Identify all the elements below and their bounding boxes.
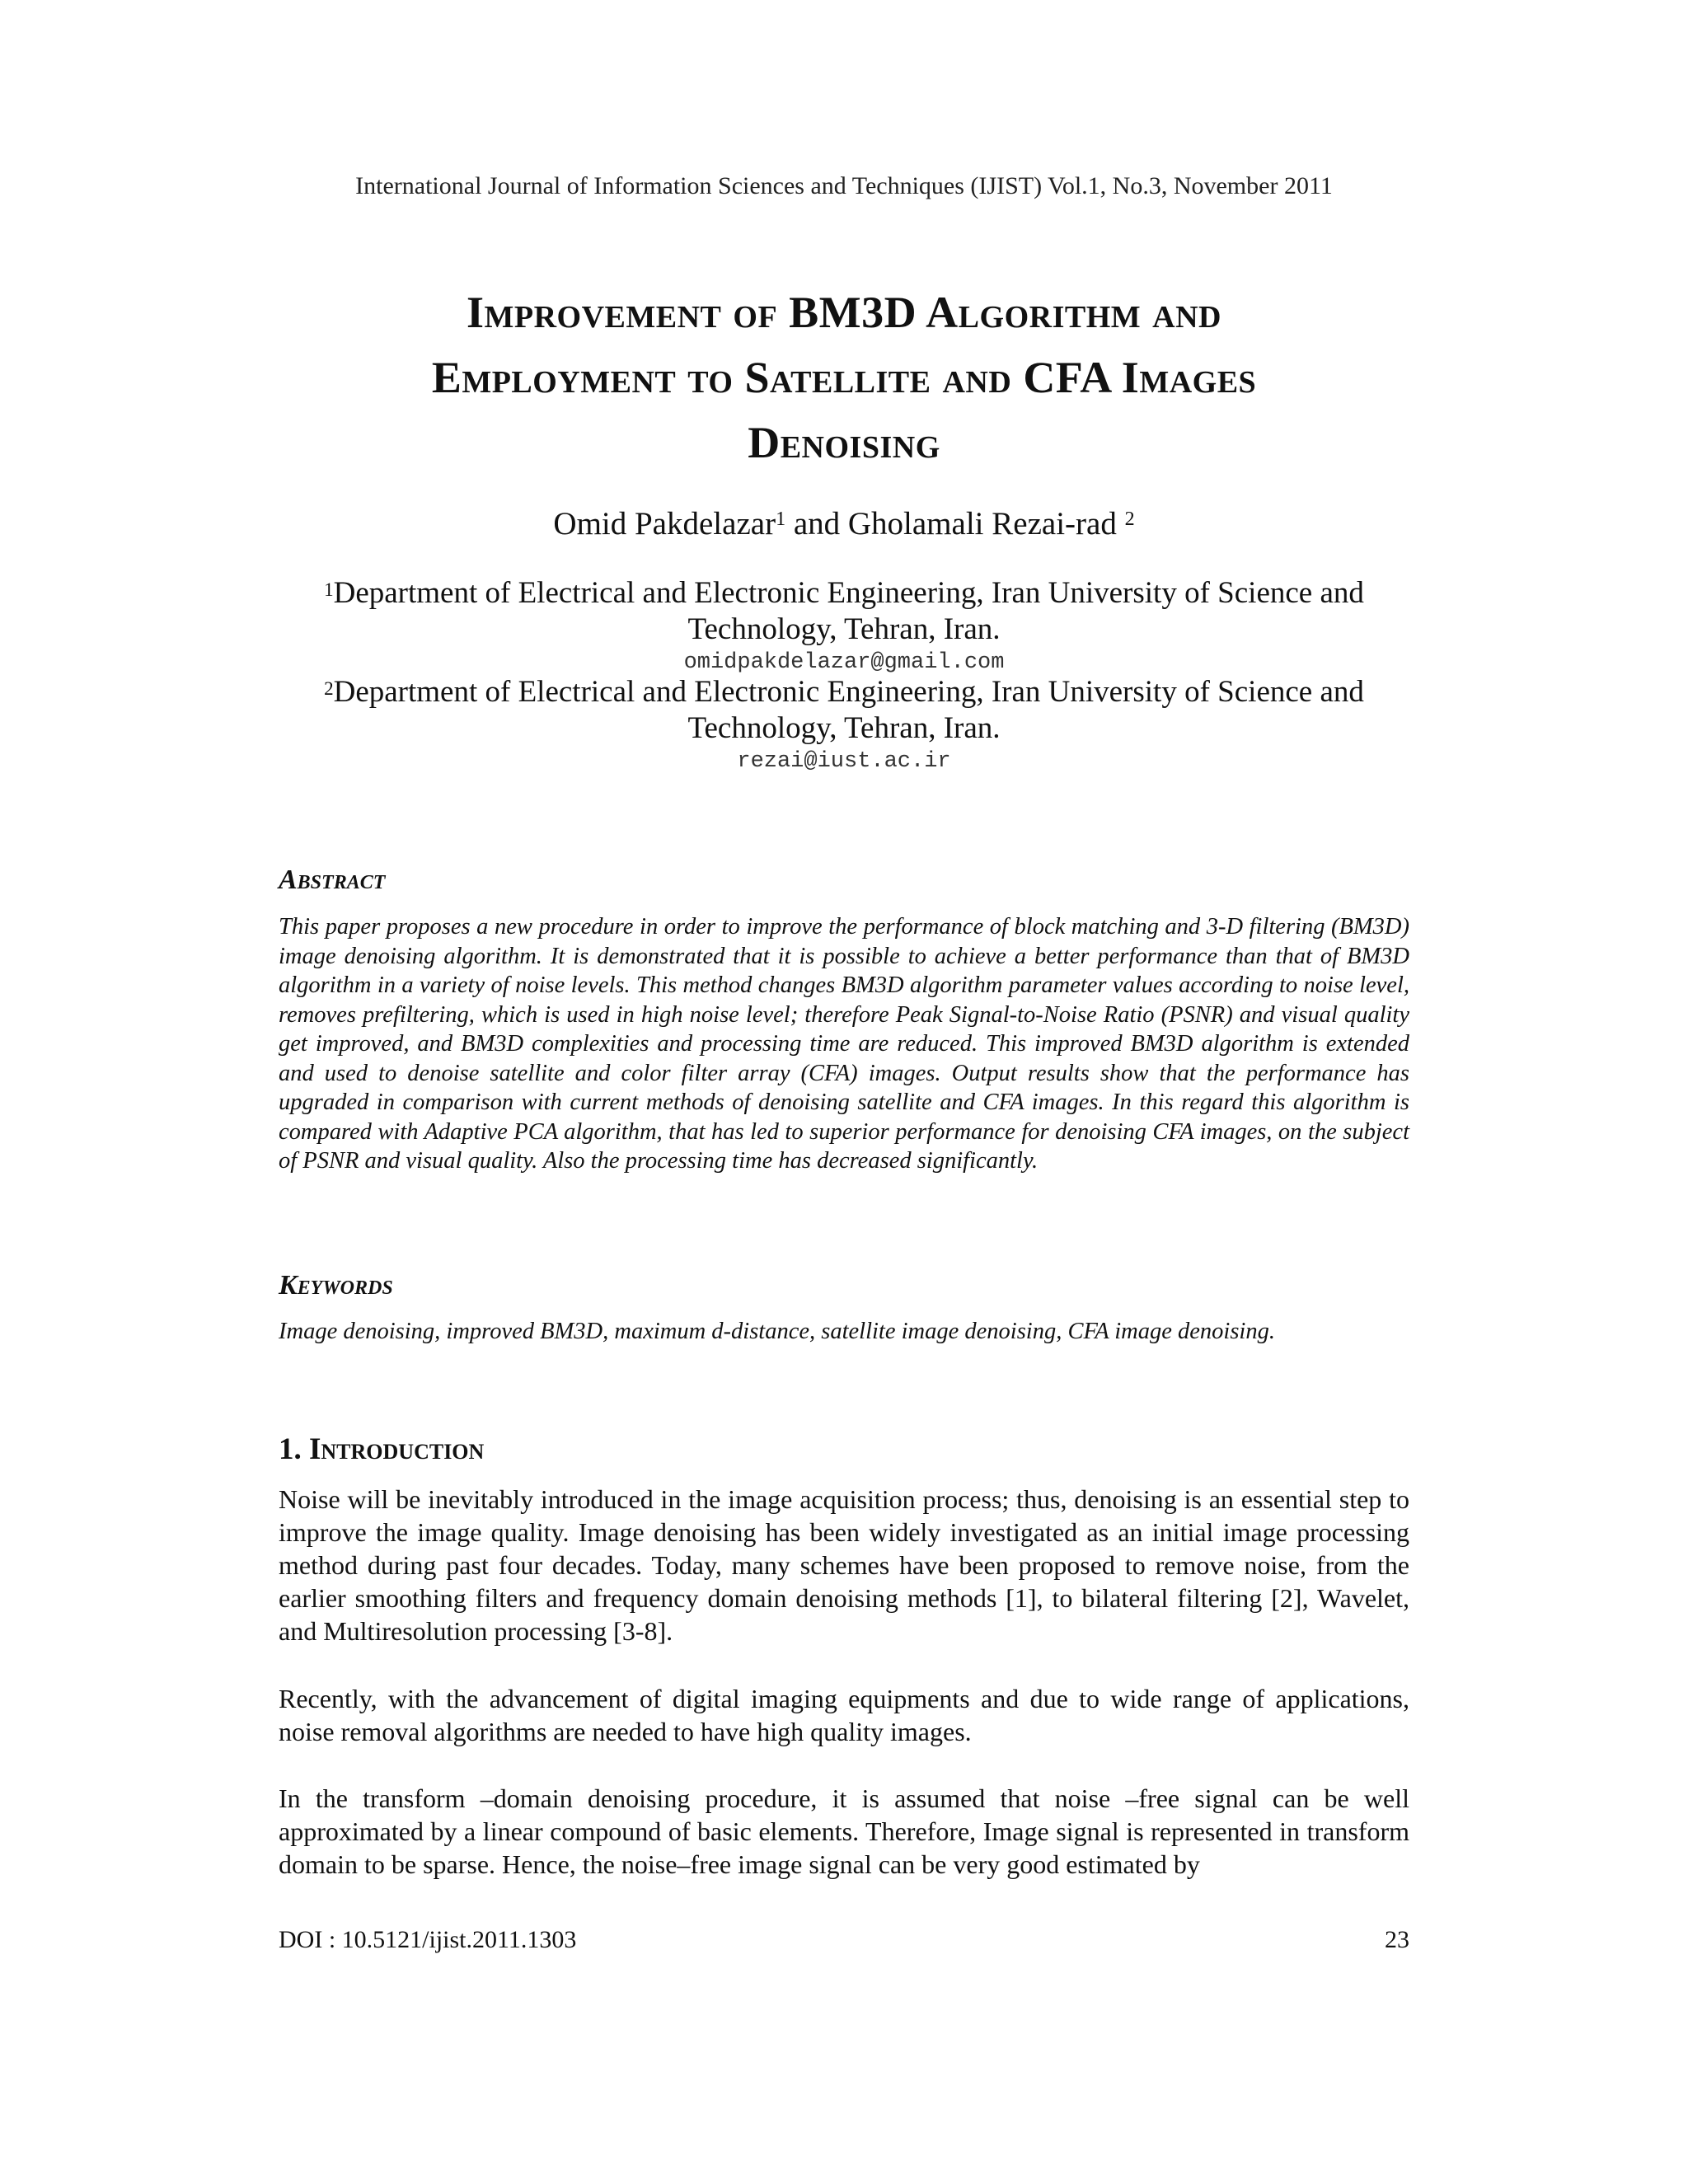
affiliation-2: [247, 674, 1441, 747]
affiliation-1-line-1: Department of Electrical and Electronic Engineering, Iran University of Science and: [333, 576, 1364, 610]
title-line-1: Improvement of BM3D Algorithm and: [467, 288, 1221, 337]
title-line-3: Denoising: [748, 418, 940, 467]
author-2-name: and Gholamali Rezai: [785, 506, 1066, 541]
author-1-name: Omid Pakdelazar: [553, 506, 776, 541]
affiliation-2-mark: 2: [324, 678, 334, 699]
abstract-text: This paper proposes a new procedure in order to improve the performance of block matching and 3-D filtering (BM3D) image denoising algorithm. It is demonstrated that it is possible to achieve a better performance than that of BM3D algorithm in a variety of noise levels. This method changes BM3D algorithm parameter values according to noise level, removes prefiltering, which is used in high noise level; therefore Peak Signal-to-Noise Ratio (PSNR) and visual quality get improved, and BM3D complexities and processing time are reduced. This improved BM3D algorithm is extended and used to denoise satellite and color filter array (CFA) images. Output results show that the performance has upgraded in comparison with current methods of denoising satellite and CFA images. In this regard this algorithm is compared with Adaptive PCA algorithm, that has led to superior performance for denoising CFA images, on the subject of PSNR and visual quality. Also the processing time has decreased significantly.: [279, 914, 1409, 1174]
introduction-heading: 1. Introduction: [279, 1432, 485, 1466]
affiliation-2-line-1: Department of Electrical and Electronic Engineering, Iran University of Science and: [333, 675, 1364, 709]
affiliation-1-line-2: Technology, Tehran, Iran.: [687, 612, 1001, 646]
author-2-affiliation-mark: 2: [1124, 509, 1135, 530]
keywords-heading: Keywords: [279, 1270, 393, 1301]
author-1-affiliation-mark: 1: [776, 509, 786, 530]
author-2-email[interactable]: rezai@iust.ac.ir: [737, 749, 951, 774]
keywords-text: Image denoising, improved BM3D, maximum d-distance, satellite image denoising, CFA image denoising.: [279, 1319, 1275, 1344]
intro-paragraph-1: Noise will be inevitably introduced in the image acquisition process; thus, denoising is an essential step to improve the image quality. Image denoising has been widely investigated as an initial image processing method during past four decades. Today, many schemes have been proposed to remove noise, from the earlier smoothing filters and frequency domain denoising methods [1], to bilateral filtering [2], Wavelet, and Multiresolution processing [3-8].: [279, 1484, 1409, 1646]
page-number: 23: [1385, 1926, 1409, 1953]
affiliation-2-line-2: Technology, Tehran, Iran.: [687, 711, 1001, 745]
abstract-heading: Abstract: [279, 865, 386, 895]
affiliation-1-mark: 1: [324, 579, 334, 600]
title-line-2: Employment to Satellite and CFA Images: [431, 353, 1257, 402]
author-2-name-tail: -rad: [1065, 506, 1117, 541]
author-list: [0, 504, 1688, 544]
paper-title: [247, 280, 1441, 476]
footer-doi: DOI : 10.5121/ijist.2011.1303: [279, 1926, 577, 1953]
author-1-email[interactable]: omidpakdelazar@gmail.com: [683, 650, 1005, 675]
intro-paragraph-2: Recently, with the advancement of digital imaging equipments and due to wide range of applications, noise removal algorithms are needed to have high quality images.: [279, 1684, 1409, 1746]
running-header: International Journal of Information Sciences and Techniques (IJIST) Vol.1, No.3, November 2011: [355, 172, 1333, 199]
affiliation-1: [247, 575, 1441, 648]
intro-paragraph-3: In the transform –domain denoising procedure, it is assumed that noise –free signal can be well approximated by a linear compound of basic elements. Therefore, Image signal is represented in transform domain to be sparse. Hence, the noise–free image signal can be very good estimated by: [279, 1783, 1409, 1879]
